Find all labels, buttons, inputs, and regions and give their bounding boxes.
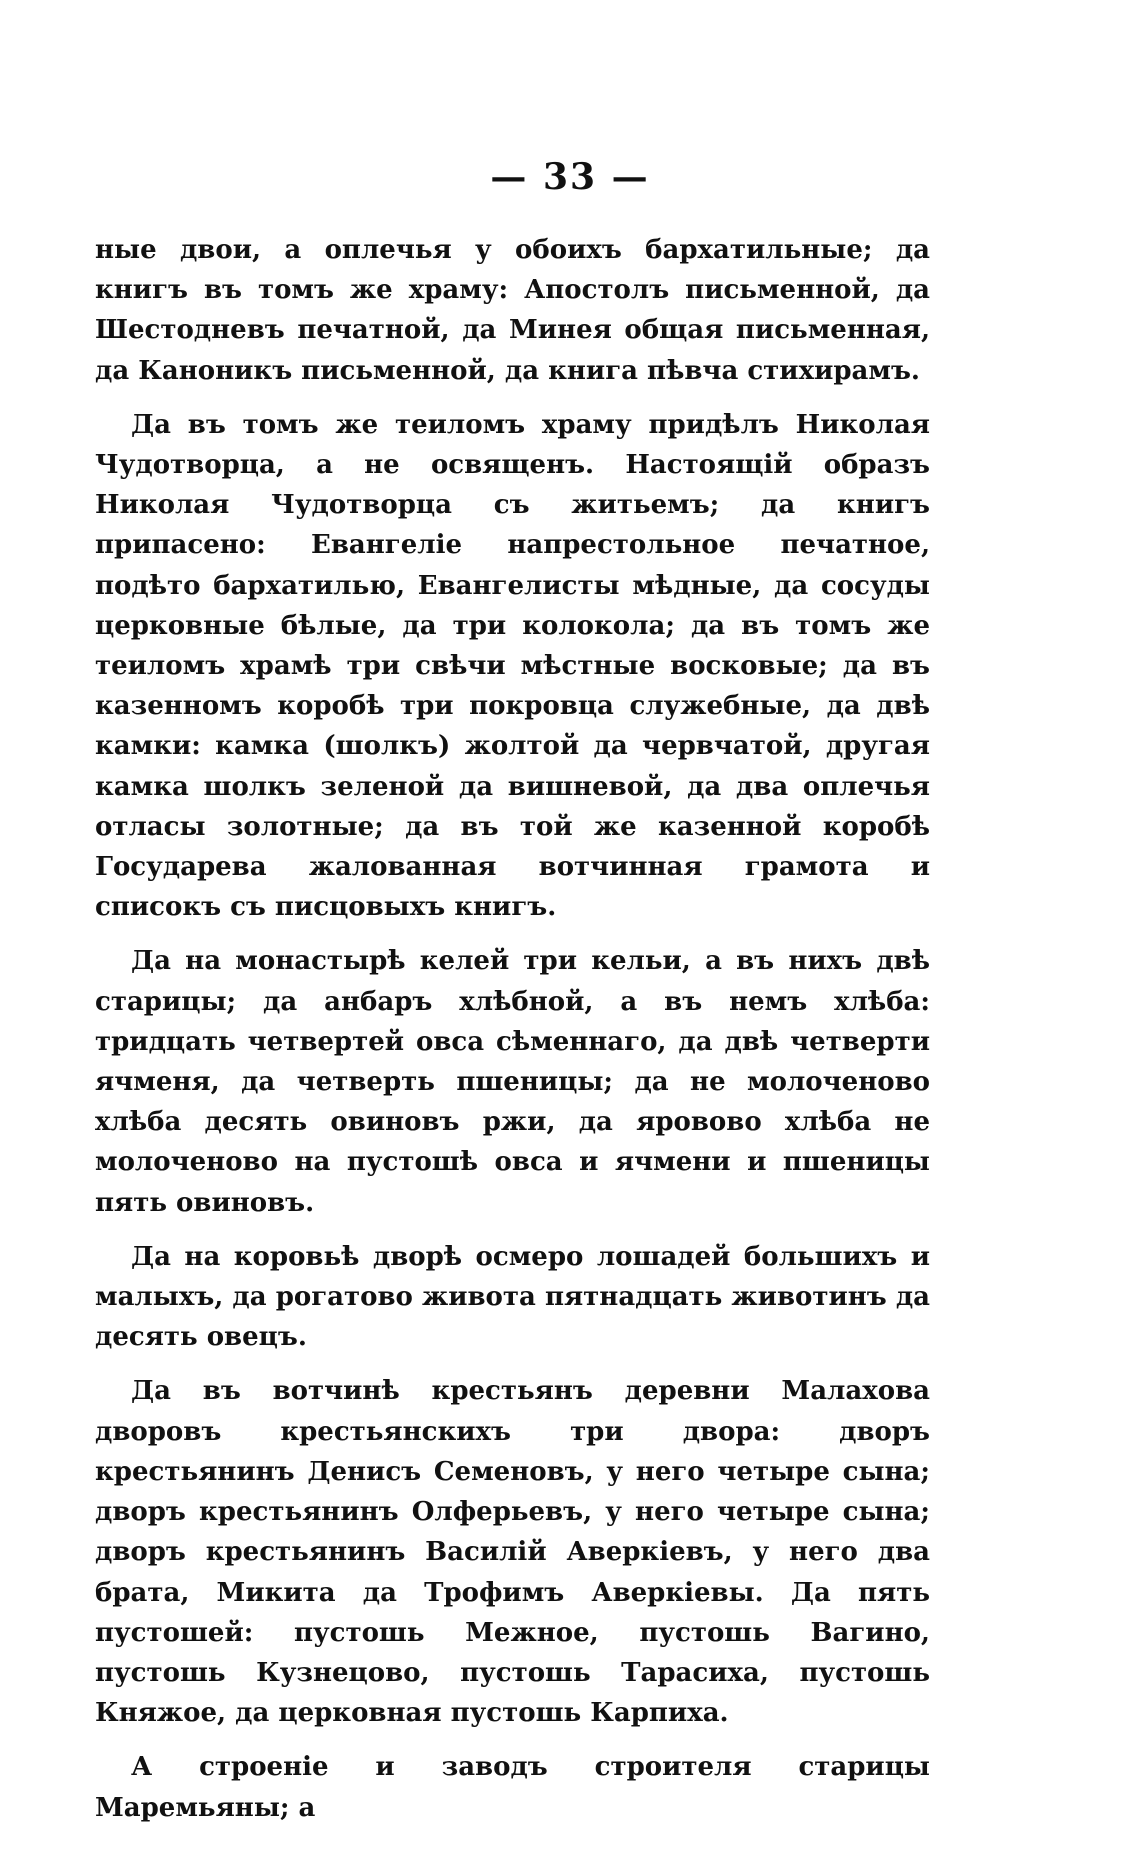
paragraph-1: ные двои, а оплечья у обоихъ бархатильные; да книгъ въ томъ же храму: Апостолъ письменной, да Шестодневъ печатной, да Минея общая письменная, да Каноникъ письменной, да книга пѣвча стихирамъ. <box>95 235 930 386</box>
page-number: — 33 — <box>490 156 650 198</box>
paragraph-4: Да на коровьѣ дворѣ осмеро лошадей большихъ и малыхъ, да рогатово живота пятнадцать животинъ да десять овецъ. <box>95 1241 930 1353</box>
paragraph-6: А строеніе и заводъ строителя старицы Маремьяны; а <box>95 1752 930 1823</box>
body-text <box>95 230 930 1842</box>
paragraph-5: Да въ вотчинѣ крестьянъ деревни Малахова дворовъ крестьянскихъ три двора: дворъ крестьянинъ Денисъ Семеновъ, у него четыре сына; дворъ крестьянинъ Олферьевъ, у него четыре сына; дворъ крестьянинъ Василій Аверкіевъ, у него два брата, Микита да Трофимъ Аверкіевы. Да пять пустошей: пустошь Межное, пустошь Вагино, пустошь Кузнецово, пустошь Тарасиха, пустошь Княжое, да церковная пустошь Карпиха. <box>95 1376 930 1729</box>
paragraph-2: Да въ томъ же теиломъ храму придѣлъ Николая Чудотворца, а не освященъ. Настоящій образъ Николая Чудотворца съ житьемъ; да книгъ припасено: Евангеліе напрестольное печатное, подѣто бархатилью, Евангелисты мѣдные, да сосуды церковные бѣлые, да три колокола; да въ томъ же теиломъ храмѣ три свѣчи мѣстные восковые; да въ казенномъ коробѣ три покровца служебные, да двѣ камки: камка (шолкъ) жолтой да червчатой, другая камка шолкъ зеленой да вишневой, да два оплечья отласы золотные; да въ той же казенной коробѣ Государева жалованная вотчинная грамота и списокъ съ писцовыхъ книгъ. <box>95 409 930 923</box>
paragraph-3: Да на монастырѣ келей три кельи, а въ нихъ двѣ старицы; да анбаръ хлѣбной, а въ немъ хлѣба: тридцать четвертей овса сѣменнаго, да двѣ четверти ячменя, да четверть пшеницы; да не молоченово хлѣба десять овиновъ ржи, да яровово хлѣба не молоченово на пустошѣ овса и ячмени и пшеницы пять овиновъ. <box>95 946 930 1218</box>
